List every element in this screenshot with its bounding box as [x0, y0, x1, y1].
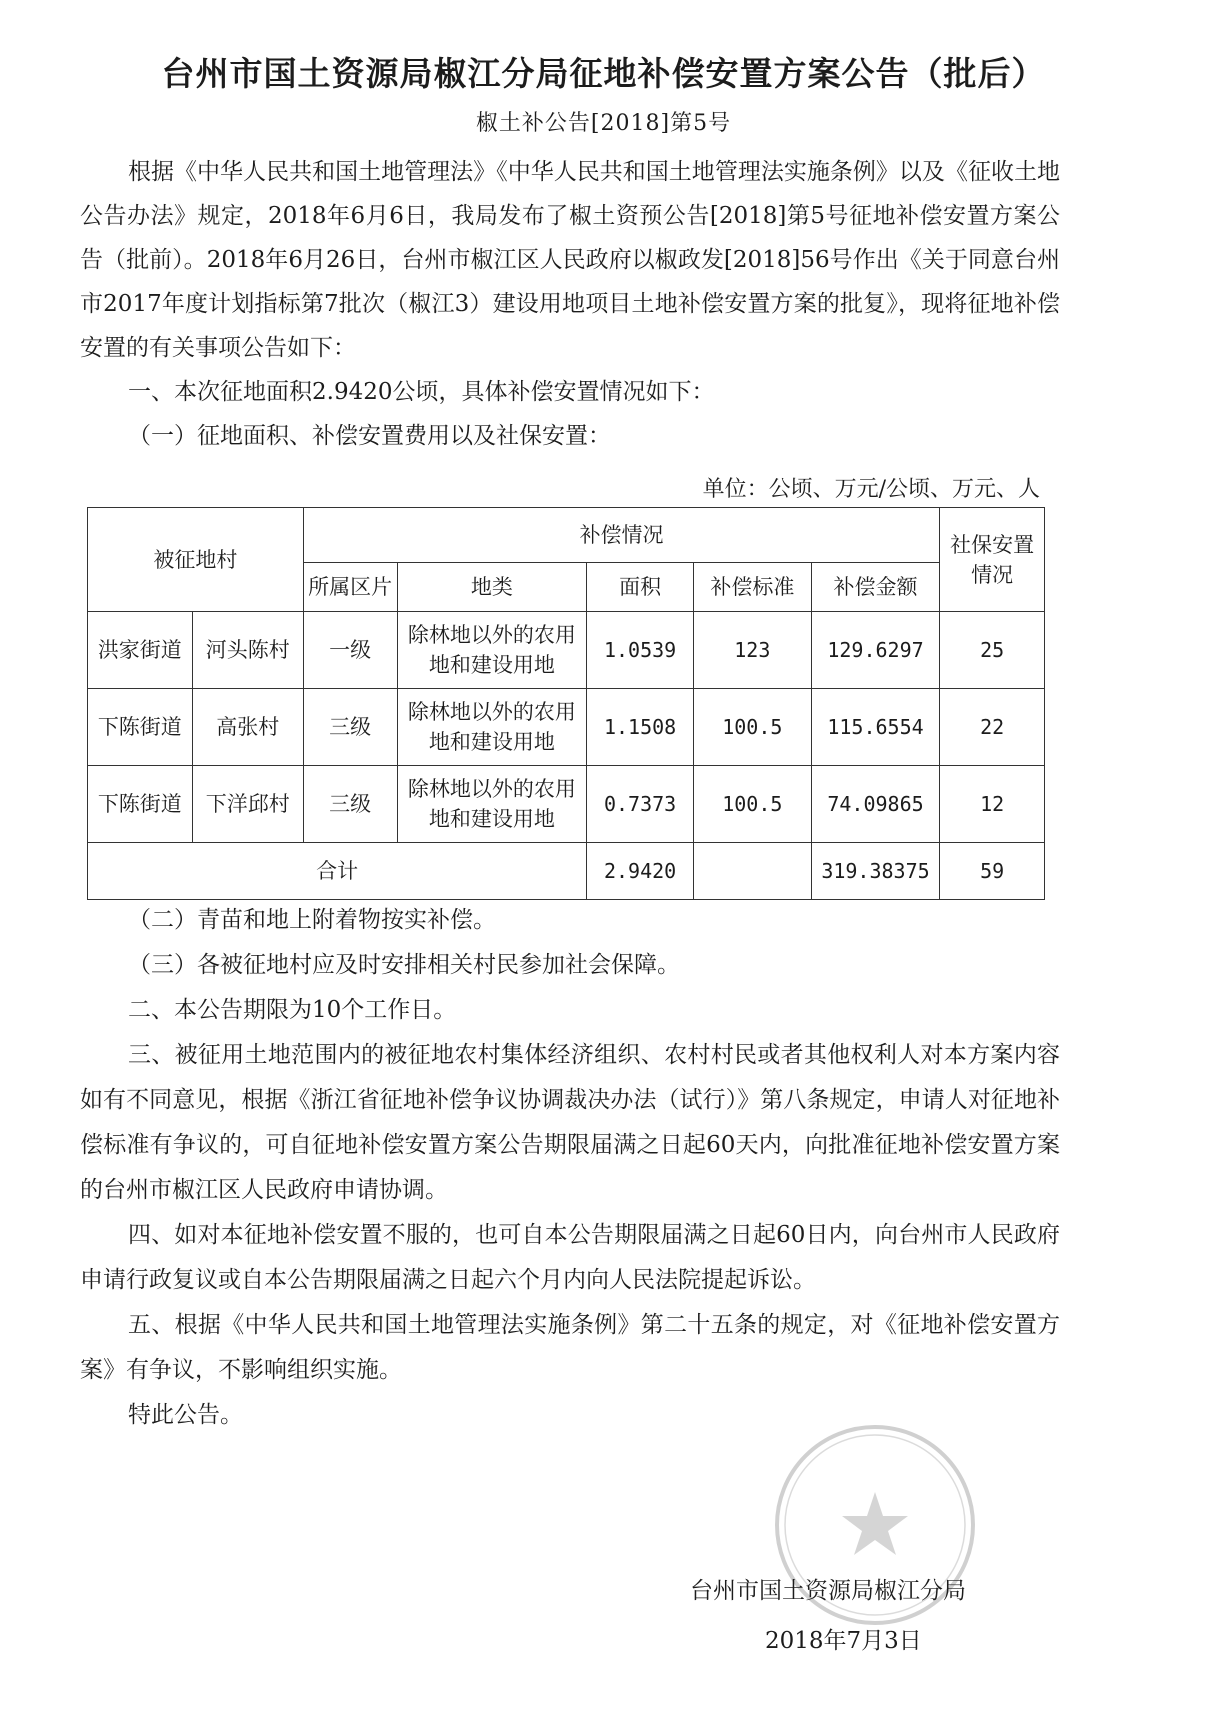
item-3: 三、被征用土地范围内的被征地农村集体经济组织、农村村民或者其他权利人对本方案内容如有不同意见，根据《浙江省征地补偿争议协调裁决办法（试行）》第八条规定，申请人对征地补偿标准有争议的，可自征地补偿安置方案公告期限届满之日起60天内，向批准征地补偿安置方案的台州市椒江区人民政府申请协调。 [80, 1042, 1060, 1203]
cell-area: 1.0539 [587, 612, 694, 689]
item-5: 五、根据《中华人民共和国土地管理法实施条例》第二十五条的规定，对《征地补偿安置方案》有争议，不影响组织实施。 [80, 1312, 1060, 1383]
item-1: 一、本次征地面积2.9420公顷，具体补偿安置情况如下： [128, 379, 715, 405]
header-village: 被征地村 [88, 508, 304, 612]
cell-land-type: 除林地以外的农用地和建设用地 [397, 766, 587, 843]
header-land-type: 地类 [397, 563, 587, 612]
intro-paragraph: 根据《中华人民共和国土地管理法》《中华人民共和国土地管理法实施条例》以及《征收土地公告办法》规定，2018年6月6日，我局发布了椒土资预公告[2018]第5号征地补偿安置方案公告（批前）。2018年6月26日，台州市椒江区人民政府以椒政发[2018]56号作出《关于同意台州市2017年度计划指标第7批次（椒江3）建设用地项目土地补偿安置方案的批复》，现将征地补偿安置的有关事项公告如下： [80, 159, 1060, 361]
item-1-sub-1: （一）征地面积、补偿安置费用以及社保安置： [128, 423, 611, 449]
total-area: 2.9420 [587, 843, 694, 900]
table-row [88, 612, 1045, 689]
cell-social: 25 [940, 612, 1045, 689]
signature-organization: 台州市国土资源局椒江分局 [690, 1578, 966, 1604]
item-1-sub-2: （二）青苗和地上附着物按实补偿。 [128, 907, 496, 933]
cell-zone: 三级 [303, 766, 397, 843]
table-row [88, 689, 1045, 766]
closing-text: 特此公告。 [128, 1402, 243, 1428]
cell-zone: 三级 [303, 689, 397, 766]
cell-area: 1.1508 [587, 689, 694, 766]
items-section [80, 898, 1060, 1438]
cell-amount: 115.6554 [811, 689, 940, 766]
cell-amount: 129.6297 [811, 612, 940, 689]
cell-zone: 一级 [303, 612, 397, 689]
seal-star-icon [842, 1492, 908, 1555]
item-1-sub-3: （三）各被征地村应及时安排相关村民参加社会保障。 [128, 952, 680, 978]
cell-street: 洪家街道 [88, 612, 193, 689]
header-social-security: 社保安置情况 [940, 508, 1045, 612]
header-standard: 补偿标准 [693, 563, 811, 612]
intro-section [80, 150, 1060, 458]
document-number: 椒土补公告[2018]第5号 [475, 111, 732, 136]
header-zone: 所属区片 [303, 563, 397, 612]
signature-date: 2018年7月3日 [765, 1628, 922, 1654]
item-4: 四、如对本征地补偿安置不服的，也可自本公告期限届满之日起60日内，向台州市人民政府申请行政复议或自本公告期限届满之日起六个月内向人民法院提起诉讼。 [80, 1222, 1060, 1293]
cell-amount: 74.09865 [811, 766, 940, 843]
header-area: 面积 [587, 563, 694, 612]
header-compensation: 补偿情况 [303, 508, 940, 563]
cell-area: 0.7373 [587, 766, 694, 843]
table-total-row [88, 843, 1045, 900]
cell-land-type: 除林地以外的农用地和建设用地 [397, 689, 587, 766]
cell-village: 下洋邱村 [192, 766, 303, 843]
table-header-row-1 [88, 508, 1045, 563]
cell-social: 12 [940, 766, 1045, 843]
cell-standard: 123 [693, 612, 811, 689]
total-amount: 319.38375 [811, 843, 940, 900]
total-label: 合计 [88, 843, 587, 900]
cell-village: 河头陈村 [192, 612, 303, 689]
cell-standard: 100.5 [693, 766, 811, 843]
cell-village: 高张村 [192, 689, 303, 766]
cell-social: 22 [940, 689, 1045, 766]
table-unit-note: 单位：公顷、万元/公顷、万元、人 [702, 477, 1040, 502]
header-amount: 补偿金额 [811, 563, 940, 612]
total-social: 59 [940, 843, 1045, 900]
table-row [88, 766, 1045, 843]
cell-standard: 100.5 [693, 689, 811, 766]
total-standard [693, 843, 811, 900]
compensation-table [87, 507, 1045, 900]
cell-land-type: 除林地以外的农用地和建设用地 [397, 612, 587, 689]
page-title: 台州市国土资源局椒江分局征地补偿安置方案公告（批后） [161, 54, 1046, 93]
item-2: 二、本公告期限为10个工作日。 [128, 997, 457, 1023]
cell-street: 下陈街道 [88, 689, 193, 766]
cell-street: 下陈街道 [88, 766, 193, 843]
